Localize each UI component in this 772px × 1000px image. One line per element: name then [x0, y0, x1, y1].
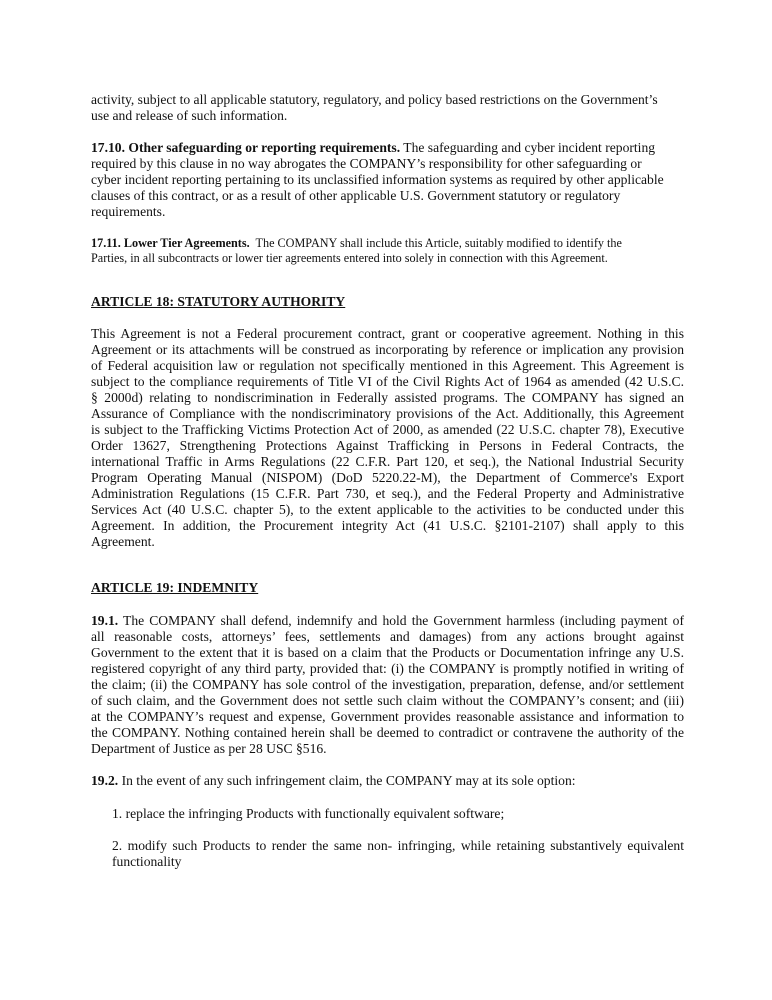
section-17-11-line — [91, 235, 622, 251]
paragraph-line: all reasonable costs, attorneys’ fees, settlements and damages) from any actions brought against — [91, 629, 684, 644]
list-item-continuation: functionality — [112, 854, 182, 869]
article-18-heading: ARTICLE 18: STATUTORY AUTHORITY — [91, 294, 346, 309]
section-17-10-title: 17.10. Other safeguarding or reporting requirements. — [91, 140, 401, 155]
list-item: 1. replace the infringing Products with functionally equivalent software; — [112, 806, 505, 821]
paragraph-line: international Traffic in Arms Regulations (22 C.F.R. Part 120, et seq.), the National Industrial Security — [91, 454, 684, 469]
paragraph-line: Services Act (40 U.S.C. chapter 5), to the extent applicable to the activities to be conducted under this — [91, 502, 684, 517]
section-17-10-line — [91, 140, 655, 156]
paragraph-line: the COMPANY. Nothing contained herein shall be deemed to contradict or contravene the authority of the — [91, 725, 684, 740]
paragraph-line: Administration Regulations (15 C.F.R. Part 730, et seq.), and the Federal Property and Administrative — [91, 486, 684, 501]
paragraph-line: This Agreement is not a Federal procurement contract, grant or cooperative agreement. Nothing in this — [91, 326, 684, 341]
paragraph-line: at the COMPANY’s request and expense, Government provides reasonable assistance and information to — [91, 709, 684, 724]
section-19-2-number: 19.2. — [91, 773, 119, 788]
paragraph-line: Parties, in all subcontracts or lower tier agreements entered into solely in connection with this Agreement. — [91, 251, 608, 265]
paragraph-line: clauses of this contract, or as a result of other applicable U.S. Government statutory or regulatory — [91, 188, 621, 203]
paragraph-line: registered copyright of any third party, provided that: (i) the COMPANY is promptly notified in writing of — [91, 661, 684, 676]
paragraph-line: requirements. — [91, 204, 166, 219]
section-19-1-number: 19.1. — [91, 613, 119, 628]
paragraph-line: use and release of such information. — [91, 108, 288, 123]
paragraph-line: Agreement or its attachments will be construed as incorporating by reference or implication any provision — [91, 342, 684, 357]
paragraph-line: of such claim, and the Government does not settle such claim without the COMPANY’s consent; and (iii) — [91, 693, 684, 708]
section-17-11-title: 17.11. Lower Tier Agreements. — [91, 236, 250, 250]
paragraph-line: of Federal acquisition law or regulation not specifically mentioned in this Agreement. This Agreement is — [91, 358, 684, 373]
paragraph-line: the claim; (ii) the COMPANY has sole control of the investigation, preparation, defense, and/or settlement — [91, 677, 684, 692]
paragraph-line: Department of Justice as per 28 USC §516. — [91, 741, 327, 756]
paragraph-text: The COMPANY shall defend, indemnify and hold the Government harmless (including payment of — [118, 613, 684, 628]
paragraph-line: Program Operating Manual (NISPOM) (DoD 5220.22-M), the Department of Commerce's Export — [91, 470, 684, 485]
paragraph-line: cyber incident reporting pertaining to its unclassified information systems as required by other applicable — [91, 172, 664, 187]
paragraph-line: Agreement. In addition, the Procurement integrity Act (41 U.S.C. §2101-2107) shall apply to this — [91, 518, 684, 533]
paragraph-line: Government to the extent that it is based on a claim that the Products or Documentation infringe any U.S. — [91, 645, 684, 660]
paragraph-line: subject to the compliance requirements of Title VI of the Civil Rights Act of 1964 as amended (42 U.S.C. — [91, 374, 684, 389]
paragraph-line: is subject to the Trafficking Victims Protection Act of 2000, as amended (22 U.S.C. chapter 78), Executive — [91, 422, 684, 437]
paragraph-line: Order 13627, Strengthening Protections Against Trafficking in Persons in Federal Contracts, the — [91, 438, 684, 453]
list-item: 2. modify such Products to render the same non- infringing, while retaining substantively equivalent — [112, 838, 684, 853]
paragraph-text: The safeguarding and cyber incident reporting — [400, 140, 656, 155]
paragraph-line: Agreement. — [91, 534, 155, 549]
paragraph-text: In the event of any such infringement claim, the COMPANY may at its sole option: — [118, 773, 576, 788]
paragraph-line: § 2000d) relating to nondiscrimination in Federally assisted programs. The COMPANY has signed an — [91, 390, 684, 405]
paragraph-line: Assurance of Compliance with the nondiscriminatory provisions of the Act. Additionally, this Agreement — [91, 406, 684, 421]
section-19-1-line — [91, 613, 684, 629]
paragraph-line: activity, subject to all applicable statutory, regulatory, and policy based restrictions on the Government’s — [91, 92, 658, 107]
article-19-heading: ARTICLE 19: INDEMNITY — [91, 580, 259, 595]
paragraph-line: required by this clause in no way abrogates the COMPANY’s responsibility for other safeguarding or — [91, 156, 642, 171]
section-19-2-line — [91, 773, 576, 789]
paragraph-text: The COMPANY shall include this Article, suitably modified to identify the — [249, 236, 622, 250]
